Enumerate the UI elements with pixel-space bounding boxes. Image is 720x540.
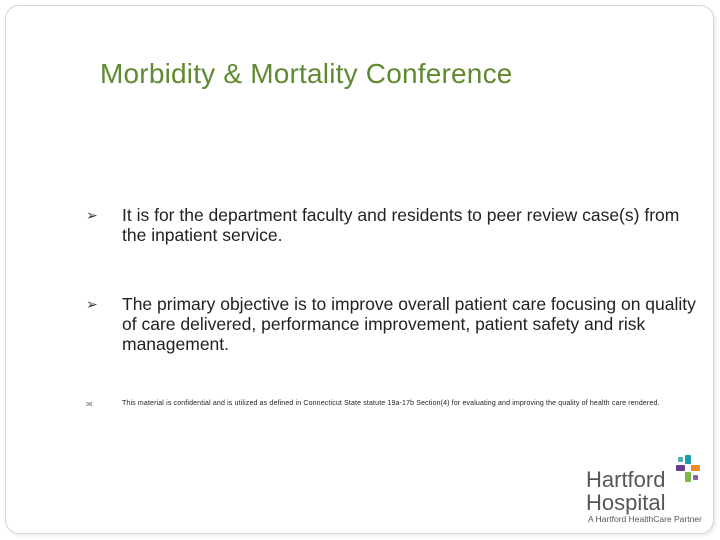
logo-line-hospital: Hospital	[586, 490, 666, 515]
logo-line-hartford: Hartford	[586, 467, 666, 492]
slide-title: Morbidity & Mortality Conference	[100, 58, 513, 89]
logo-tagline: A Hartford HealthCare Partner	[588, 514, 702, 524]
bullet-text: It is for the department faculty and residents to peer review case(s) from the inpatient service.	[122, 205, 680, 245]
bullet-text: The primary objective is to improve overall patient care focusing on quality of care delivered, performance improvement, patient safety and risk management.	[122, 294, 696, 354]
arrow-bullet-icon: ➢	[86, 207, 98, 223]
arrow-bullet-icon: ➢	[86, 296, 98, 312]
hartford-hospital-logo	[586, 455, 704, 529]
note-bullet-icon: ✉	[86, 400, 93, 409]
hartford-cross-icon	[676, 455, 700, 483]
confidentiality-note-text: This material is confidential and is utilized as defined in Connecticut State statute 19a-17b Section(4) for evaluating and improving the quality of health care rendered.	[122, 400, 660, 407]
